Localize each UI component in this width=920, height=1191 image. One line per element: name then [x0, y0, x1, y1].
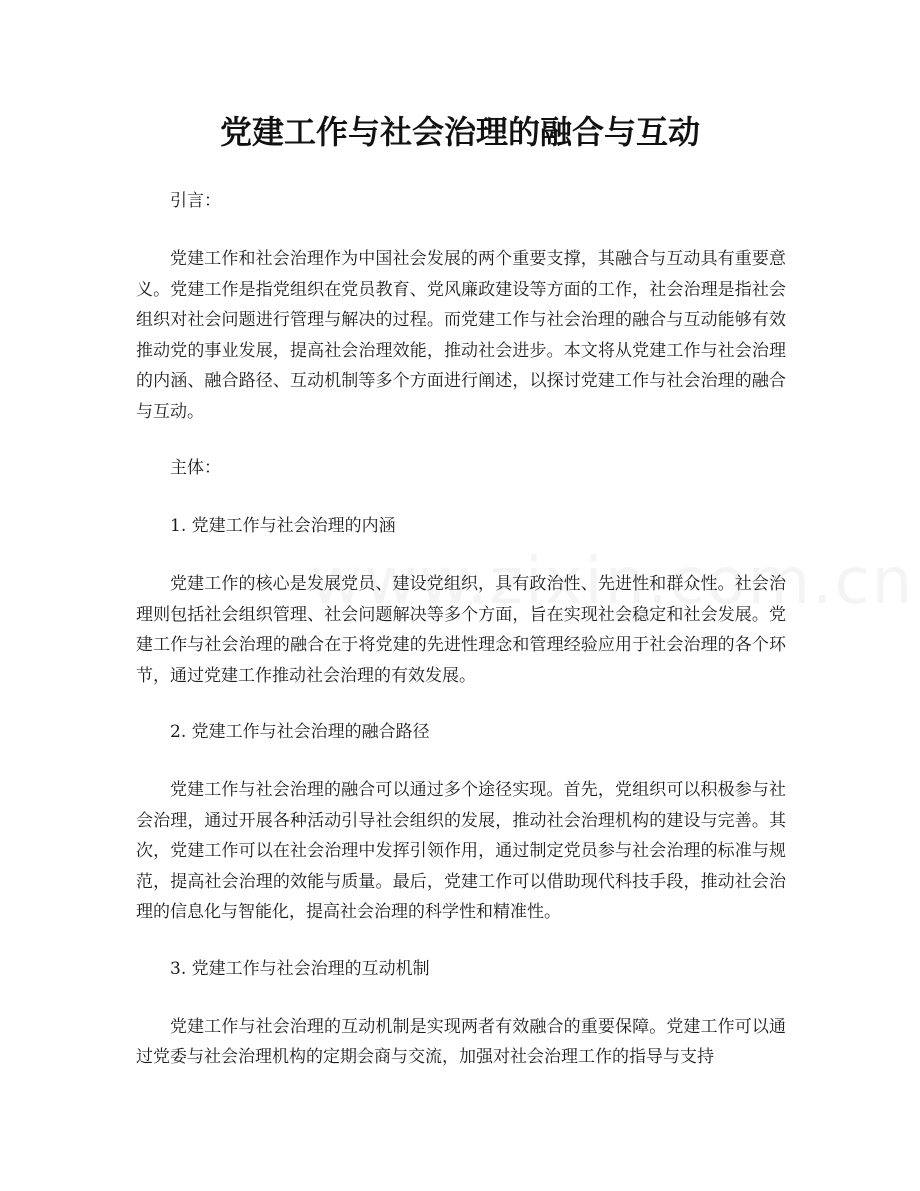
- section-paragraph-3: 党建工作与社会治理的互动机制是实现两者有效融合的重要保障。党建工作可以通过党委与社会治理机构的定期会商与交流，加强对社会治理工作的指导与支持: [136, 1016, 786, 1067]
- document-title: 党建工作与社会治理的融合与互动: [219, 113, 700, 151]
- body-label: 主体：: [170, 458, 221, 478]
- section-heading-3: 3. 党建工作与社会治理的互动机制: [170, 958, 430, 979]
- section-paragraph-2: 党建工作与社会治理的融合可以通过多个途径实现。首先，党组织可以积极参与社会治理，通过开展各种活动引导社会组织的发展，推动社会治理机构的建设与完善。其次，党建工作可以在社会治理中发挥引领作用，通过制定党员参与社会治理的标准与规范，提高社会治理的效能与质量。最后，党建工作可以借助现代科技手段，推动社会治理的信息化与智能化，提高社会治理的科学性和精准性。: [136, 780, 786, 922]
- document-body: [136, 186, 786, 1099]
- section-heading-2: 2. 党建工作与社会治理的融合路径: [170, 722, 430, 742]
- section-paragraph-1: 党建工作的核心是发展党员、建设党组织，具有政治性、先进性和群众性。社会治理则包括社会组织管理、社会问题解决等多个方面，旨在实现社会稳定和社会发展。党建工作与社会治理的融合在于将党建的先进性理念和管理经验应用于社会治理的各个环节，通过党建工作推动社会治理的有效发展。: [136, 574, 786, 686]
- section-heading-1: 1. 党建工作与社会治理的内涵: [170, 516, 396, 536]
- intro-label: 引言：: [170, 191, 221, 211]
- intro-paragraph: 党建工作和社会治理作为中国社会发展的两个重要支撑，其融合与互动具有重要意义。党建工作是指党组织在党员教育、党风廉政建设等方面的工作，社会治理是指社会组织对社会问题进行管理与解决的过程。而党建工作与社会治理的融合与互动能够有效推动党的事业发展，提高社会治理效能，推动社会进步。本文将从党建工作与社会治理的内涵、融合路径、互动机制等多个方面进行阐述，以探讨党建工作与社会治理的融合与互动。: [136, 249, 786, 422]
